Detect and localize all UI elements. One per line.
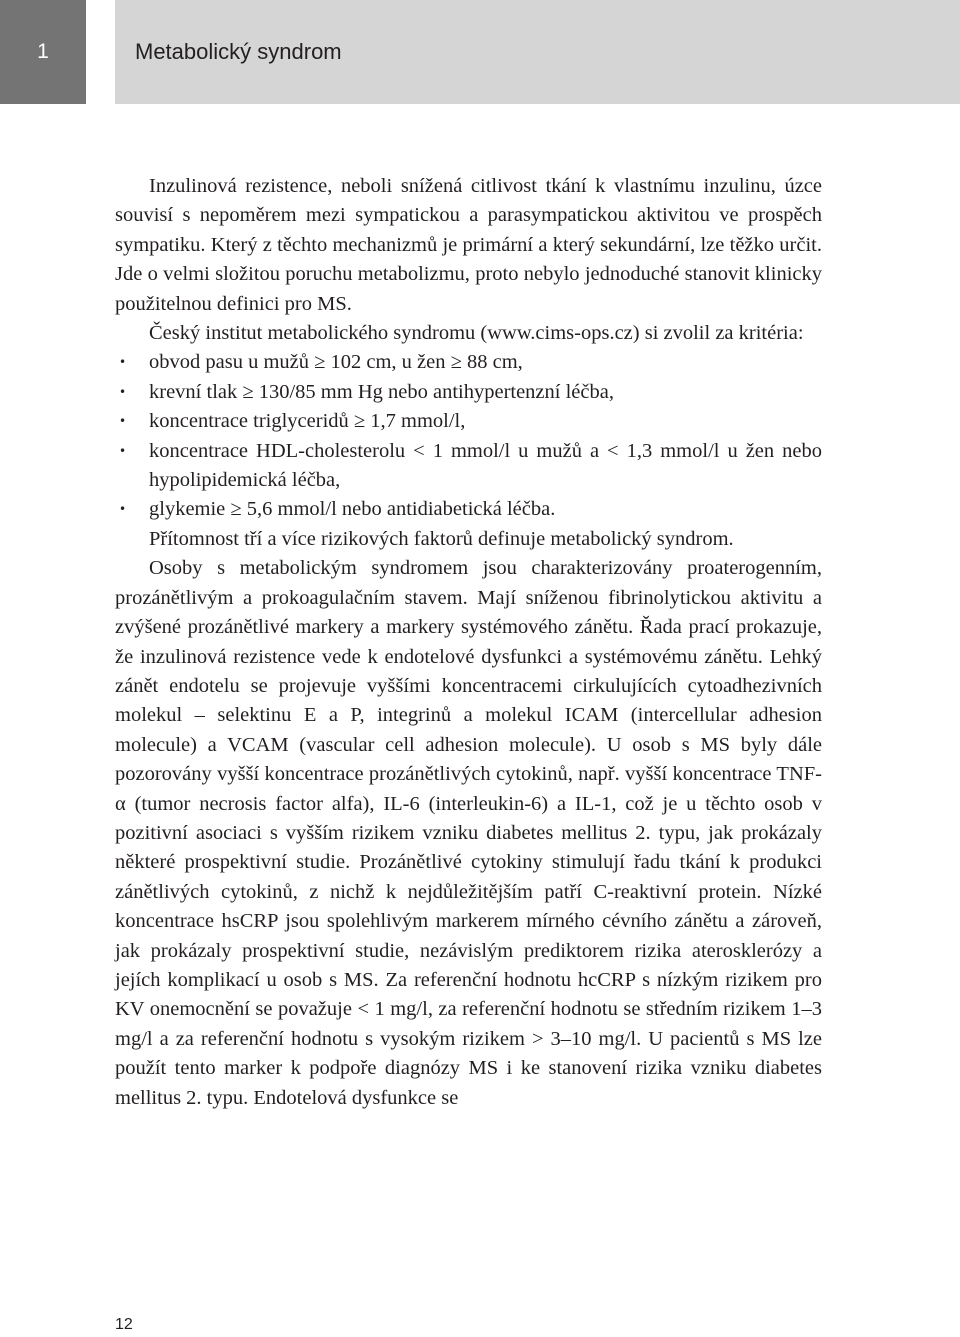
criteria-item: • obvod pasu u mužů ≥ 102 cm, u žen ≥ 88 cm, [115, 348, 822, 377]
body-text [115, 172, 822, 1113]
criteria-list [115, 348, 822, 524]
bullet-icon: • [119, 502, 127, 517]
bullet-icon: • [119, 414, 127, 429]
paragraph-insulin-resistance: Inzulinová rezistence, neboli snížená citlivost tkání k vlastnímu inzulinu, úzce souvisí s nepoměrem mezi sympatickou a parasympatickou aktivitou ve prospěch sympatiku. Který z těchto mechanizmů je primární a který sekundární, lze těžko určit. Jde o velmi složitou poruchu metabolizmu, proto nebylo jednoduché stanovit klinicky použitelnou definici pro MS. [115, 175, 822, 315]
bullet-icon: • [119, 384, 127, 399]
bullet-icon: • [119, 443, 127, 458]
criteria-item: • koncentrace HDL-cholesterolu < 1 mmol/l u mužů a < 1,3 mmol/l u žen nebo hypolipidemická léčba, [115, 437, 822, 496]
chapter-title: Metabolický syndrom [135, 39, 342, 64]
chapter-number-box [0, 0, 86, 104]
page-number: 12 [115, 1316, 133, 1333]
chapter-header [115, 0, 960, 104]
criteria-item: • krevní tlak ≥ 130/85 mm Hg nebo antihypertenzní léčba, [115, 378, 822, 407]
bullet-icon: • [119, 355, 127, 370]
chapter-number: 1 [37, 40, 49, 63]
paragraph-definition: Přítomnost tří a více rizikových faktorů definuje metabolický syndrom. [149, 527, 734, 550]
paragraph-inflammation: Osoby s metabolickým syndromem jsou charakterizovány proaterogenním, prozánětlivým a prokoagulačním stavem. Mají sníženou fibrinolytickou aktivitu a zvýšené prozánětlivé markery a markery systémového zánětu. Řada prací prokazuje, že inzulinová rezistence vede k endotelové dysfunkci a systémovému zánětu. Lehký zánět endotelu se projevuje vyššími koncentracemi cirkulujících cytoadhezivních molekul – selektinu E a P, integrinů a molekul ICAM (intercellular adhesion molecule) a VCAM (vascular cell adhesion molecule). U osob s MS byly dále pozorovány vyšší koncentrace prozánětlivých cytokinů, např. vyšší koncentrace TNF-α (tumor necrosis factor alfa), IL-6 (interleukin-6) a IL-1, což je u těchto osob v pozitivní asociaci s vyšším rizikem vzniku diabetes mellitus 2. typu, jak prokázaly některé prospektivní studie. Prozánětlivé cytokiny stimulují řadu tkání k produkci zánětlivých cytokinů, z nichž k nejdůležitějším patří C-reaktivní protein. Nízké koncentrace hsCRP jsou spolehlivým markerem mírného cévního zánětu a zároveň, jak prokázaly prospektivní studie, nezávislým prediktorem rizika aterosklerózy a jejích komplikací u osob s MS. Za referenční hodnotu hcCRP s nízkým rizikem pro KV onemocnění se považuje < 1 mg/l, za referenční hodnotu se středním rizikem 1–3 mg/l a za referenční hodnotu s vysokým rizikem > 3–10 mg/l. U pacientů s MS lze použít tento marker k podpoře diagnózy MS i ke stanovení rizika vzniku diabetes mellitus 2. typu. Endotelová dysfunkce se [115, 557, 822, 1109]
criteria-item: • glykemie ≥ 5,6 mmol/l nebo antidiabetická léčba. [115, 495, 822, 524]
paragraph-criteria-intro: Český institut metabolického syndromu (www.cims-ops.cz) si zvolil za kritéria: [149, 322, 804, 345]
criteria-item: • koncentrace triglyceridů ≥ 1,7 mmol/l, [115, 407, 822, 436]
